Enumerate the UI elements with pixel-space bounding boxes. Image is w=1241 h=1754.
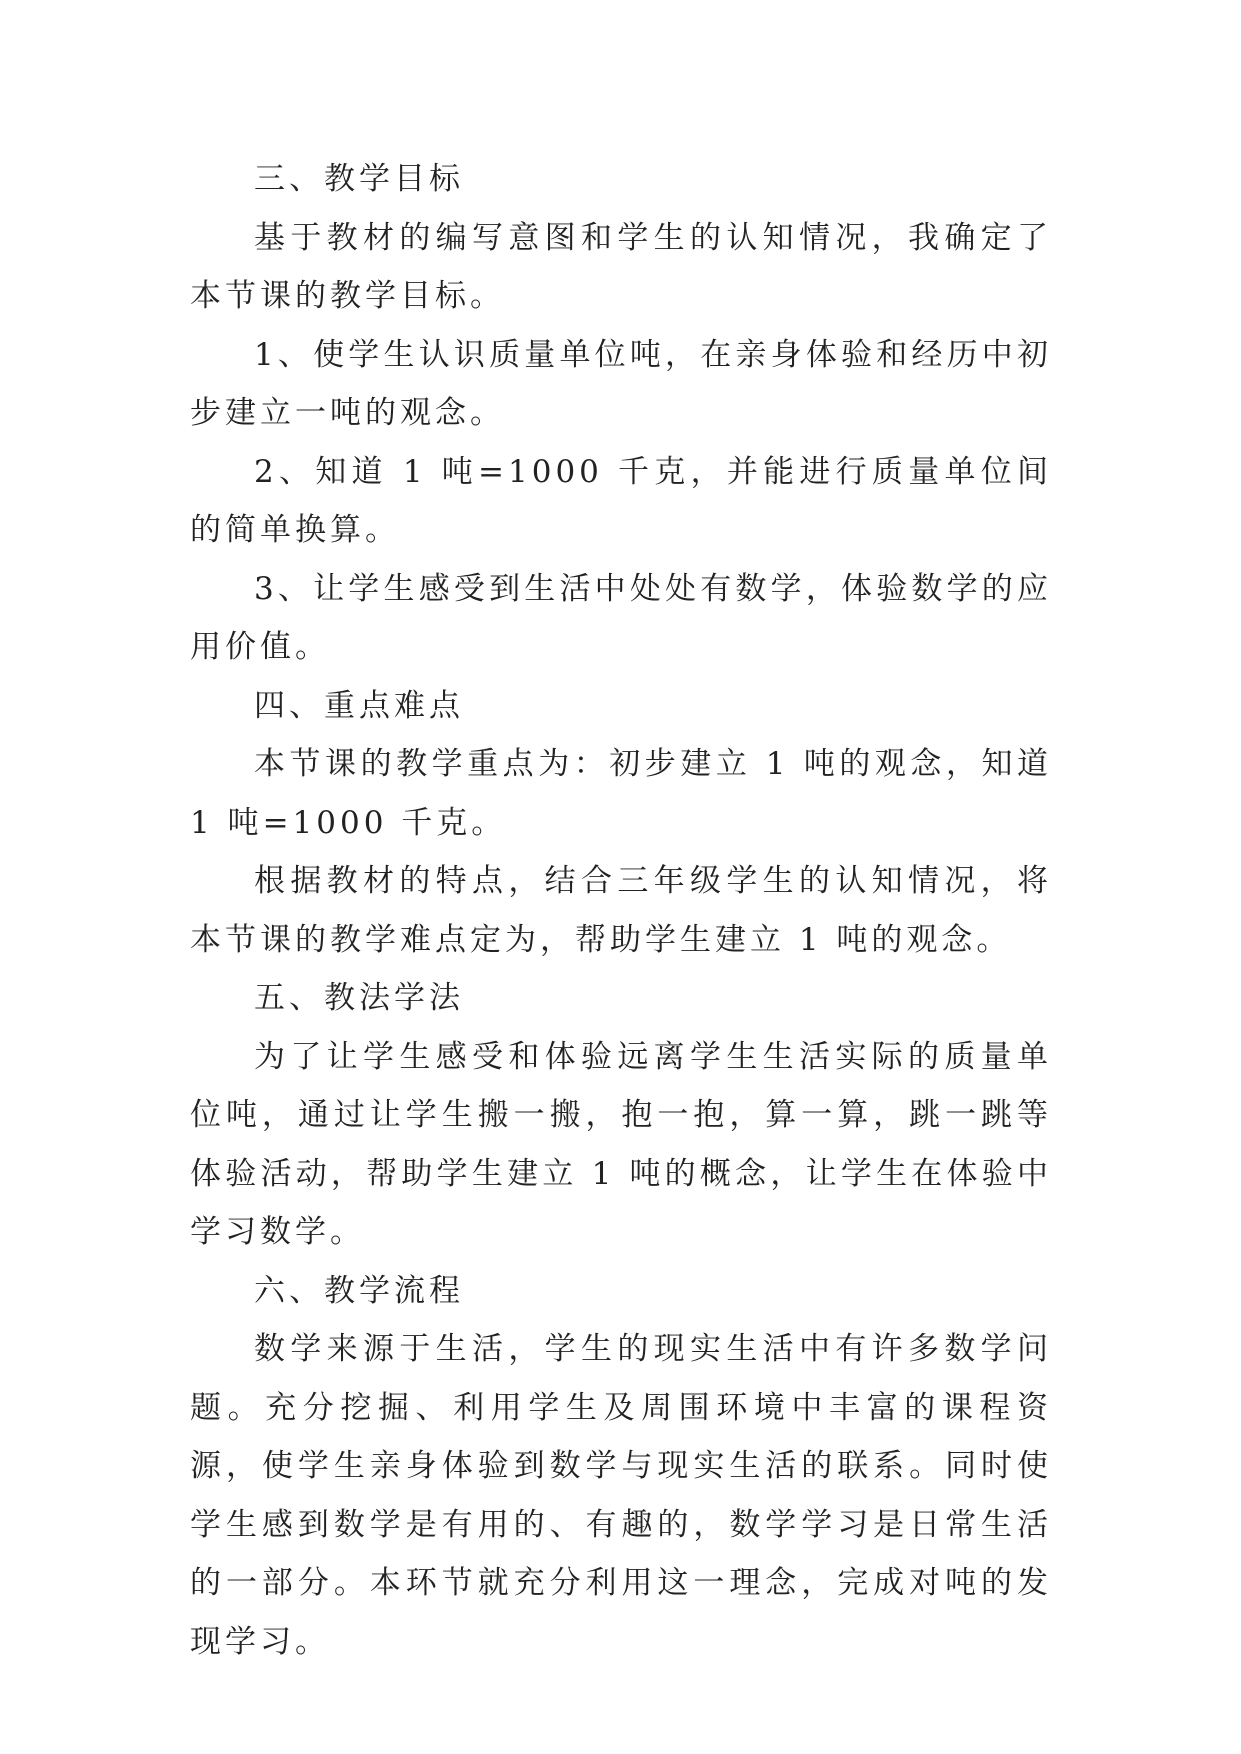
teaching-process: 数学来源于生活，学生的现实生活中有许多数学问题。充分挖掘、利用学生及周围环境中丰富的课程资源，使学生亲身体验到数学与现实生活的联系。同时使学生感到数学是有用的、有趣的，数学学习是日常生活的一部分。本环节就充分利用这一理念，完成对吨的发现学习。: [190, 1331, 1052, 1660]
teaching-method: 为了让学生感受和体验远离学生生活实际的质量单位吨，通过让学生搬一搬，抱一抱，算一算，跳一跳等体验活动，帮助学生建立 1 吨的概念，让学生在体验中学习数学。: [190, 1038, 1052, 1250]
section6-heading: 六、教学流程: [254, 1272, 464, 1309]
goal-1: 1、使学生认识质量单位吨，在亲身体验和经历中初步建立一吨的观念。: [190, 336, 1052, 431]
goal-2: 2、知道 1 吨=1000 千克，并能进行质量单位间的简单换算。: [190, 453, 1052, 548]
section3-heading: 三、教学目标: [254, 161, 464, 197]
difficulty: 根据教材的特点，结合三年级学生的认知情况，将本节课的教学难点定为，帮助学生建立 1 吨的观念。: [190, 863, 1052, 958]
document-page: [190, 150, 1052, 1671]
section4-heading: 四、重点难点: [254, 687, 464, 724]
key-point: 本节课的教学重点为：初步建立 1 吨的观念，知道 1 吨=1000 千克。: [190, 746, 1052, 841]
goal-3: 3、让学生感受到生活中处处有数学，体验数学的应用价值。: [190, 570, 1052, 665]
section3-intro: 基于教材的编写意图和学生的认知情况，我确定了本节课的教学目标。: [190, 219, 1052, 314]
section5-heading: 五、教法学法: [254, 980, 464, 1016]
